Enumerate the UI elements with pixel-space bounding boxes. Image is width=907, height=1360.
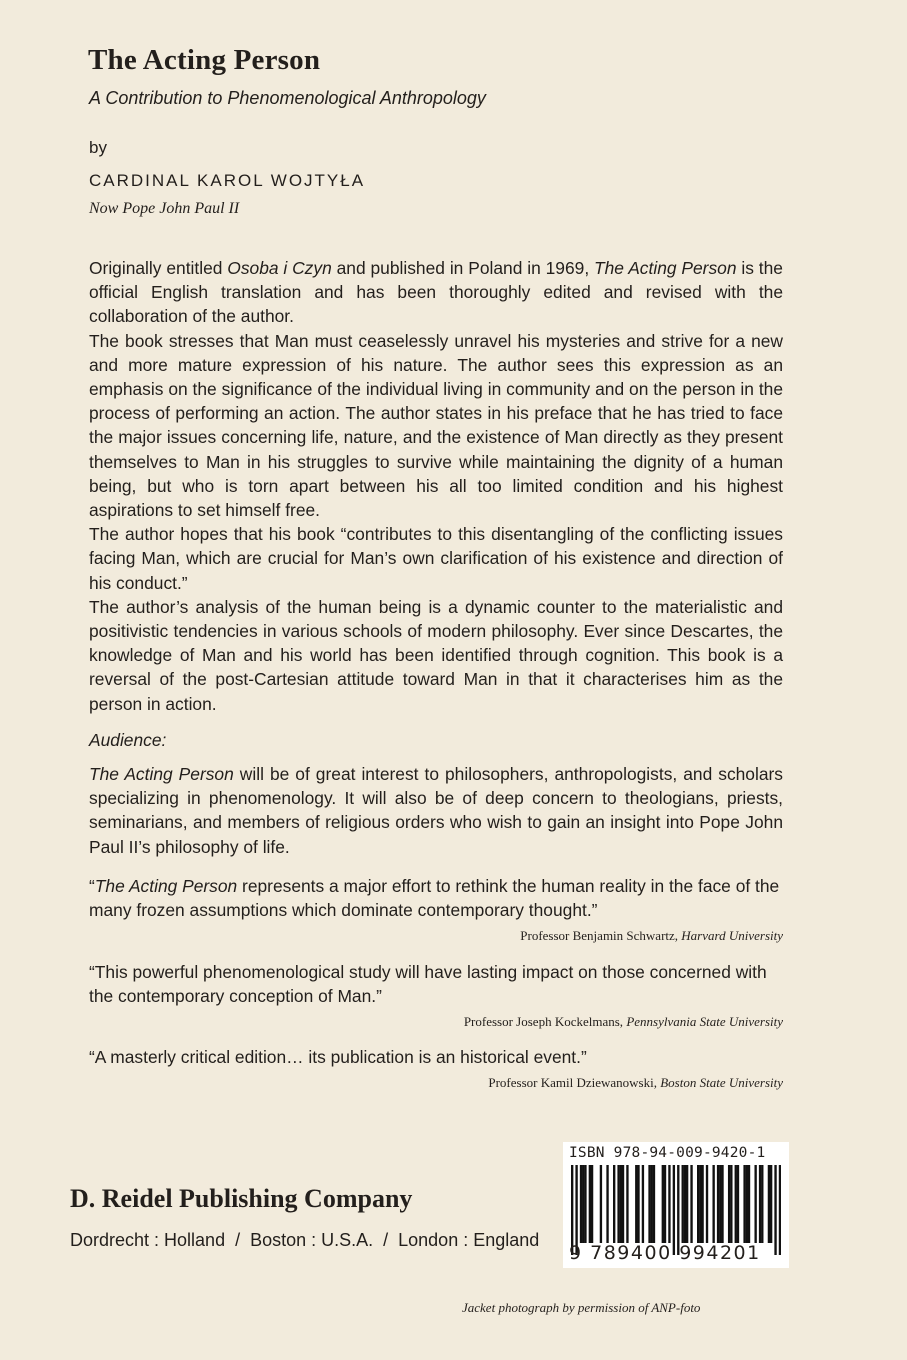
description-paragraph-3: The author hopes that his book “contributes to this disentangling of the conflicting issues facing Man, which are crucial for Man’s own clarification of his existence and direction of his conduct.” [89,524,783,593]
barcode-bar [690,1165,692,1243]
book-title-inline: The Acting Person [594,258,737,278]
barcode-bar [737,1165,739,1243]
barcode-bar [743,1165,745,1243]
barcode-bar [626,1165,628,1243]
barcode-bar [712,1165,714,1243]
barcode-bar [635,1165,637,1243]
review-quote: “A masterly critical edition… its publication is an historical event.” Professor Kamil Dziewanowski, Boston State University [89,1045,783,1095]
photo-credit: Jacket photograph by permission of ANP-foto [462,1300,701,1315]
barcode-bar [637,1165,639,1243]
by-label: by [89,138,107,157]
barcode-bar [768,1165,770,1243]
book-title: The Acting Person [88,44,321,76]
barcode-bar [701,1165,703,1243]
audience-heading: Audience: [89,730,167,750]
barcode-bar [668,1165,670,1243]
barcode-bar [728,1165,730,1243]
audience-text: The Acting Person will be of great interest to philosophers, anthropologists, and scholars specializing in phenomenology. It will also be of deep concern to theologians, priests, seminarians, and members of religious orders who wish to gain an insight into Pope John Paul II’s philosophy of life. [89,764,784,857]
isbn-label: ISBN 978-94-009-9420-1 [569,1145,766,1161]
barcode-bar [754,1165,756,1243]
description-paragraph-2: The book stresses that Man must ceaselessly unravel his mysteries and strive for a new and more mature expression of his nature. The author sees this expression as an emphasis on the significance of the individual living in community and on the person in the process of performing an action. The author states in his preface that he has tried to face the major issues concerning life, nature, and the existence of Man directly as they present themselves to Man in his struggles to survive while maintaining the dignity of a human being, but who is torn apart between his all too limited condition and his highest aspirations to set himself free. [89,330,783,521]
barcode-bar [662,1165,664,1243]
barcode-bar [699,1165,701,1243]
book-title-inline: The Acting Person [94,876,238,896]
barcode-bar [759,1165,761,1243]
barcode-bar [651,1165,653,1243]
barcode-bar [591,1165,593,1243]
quote-attribution: Professor Benjamin Schwartz, Harvard University [520,928,783,943]
barcode-bar [653,1165,655,1243]
quote-attribution: Professor Joseph Kockelmans, Pennsylvania State University [463,1014,783,1029]
barcode-bar [613,1165,615,1243]
description [89,256,783,716]
barcode-bar [682,1165,684,1243]
barcode-bar [719,1165,721,1243]
barcode-bar [617,1165,619,1243]
barcode-bar [589,1165,591,1243]
barcode-bar [706,1165,708,1243]
barcode-bar [582,1165,584,1243]
barcode-bar [721,1165,723,1243]
barcode-bar [642,1165,644,1243]
barcode-bar [648,1165,650,1243]
review-quote: “The Acting Person represents a major effort to rethink the human reality in the face of the many frozen assumptions which dominate contemporary thought.” Professor Benjamin Schwartz, Harvard University [89,874,783,948]
barcode-bar [606,1165,608,1243]
barcode-bar [684,1165,686,1243]
quote-attribution: Professor Kamil Dziewanowski, Boston State University [488,1075,783,1090]
author-note: Now Pope John Paul II [89,200,240,217]
description-paragraph-1: Originally entitled Osoba i Czyn and published in Poland in 1969, The Acting Person is the official English translation and has been thoroughly edited and revised with the collaboration of the author. [89,258,783,327]
review-quote: “This powerful phenomenological study will have lasting impact on those concerned with the contemporary conception of Man.” Professor Joseph Kockelmans, Pennsylvania State University [89,960,783,1034]
barcode-bar [664,1165,666,1243]
original-title: Osoba i Czyn [227,258,332,278]
book-title-inline: The Acting Person [89,764,234,784]
author-name: CARDINAL KAROL WOJTYŁA [89,171,366,190]
barcode-bar [730,1165,732,1243]
barcode-bar [761,1165,763,1243]
barcode-bar [717,1165,719,1243]
barcode-bar [748,1165,750,1243]
barcode-bar [770,1165,772,1243]
barcode-bar [584,1165,586,1243]
description-paragraph-4: The author’s analysis of the human being is a dynamic counter to the materialistic and positivistic tendencies in various schools of modern philosophy. Ever since Descartes, the knowledge of Man and his world has been identified through cognition. This book is a reversal of the post-Cartesian attitude toward Man in that it characterises him as the person in action. [89,596,783,714]
publisher-locations: Dordrecht : Holland / Boston : U.S.A. / London : England [70,1230,540,1250]
ean-digits: 9 789400 994201 [569,1242,761,1264]
barcode-bar [746,1165,748,1243]
barcode-bar [600,1165,602,1243]
barcode-bar [620,1165,622,1243]
barcode-bar [622,1165,624,1243]
barcode-bar [686,1165,688,1243]
publisher-name: D. Reidel Publishing Company [70,1184,413,1213]
barcode-bar [735,1165,737,1243]
book-subtitle: A Contribution to Phenomenological Anthropology [89,88,486,108]
isbn-barcode [563,1142,789,1268]
barcode-bar [697,1165,699,1243]
barcode-bar [580,1165,582,1243]
